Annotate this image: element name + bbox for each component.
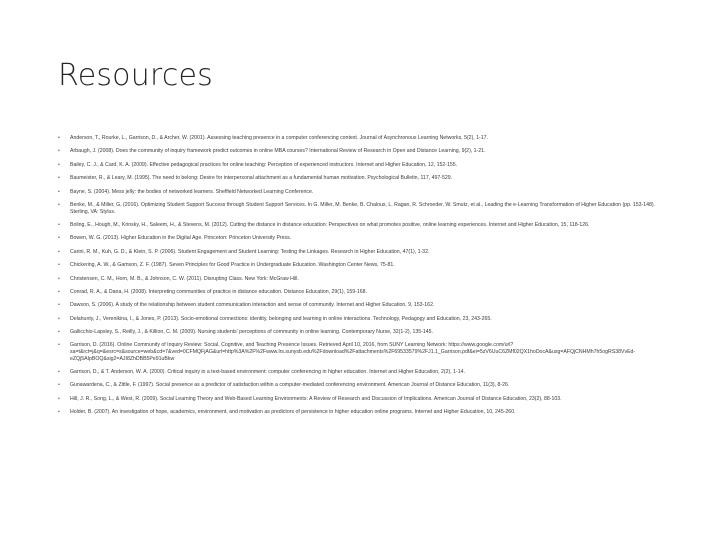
reference-item: • Christensen, C. M., Horn, M. B., & Johnson, C. W. (2011). Disrupting Class. New York: McGraw Hill. — [58, 276, 674, 283]
reference-item: • Arbaugh, J. (2008). Does the community of inquiry framework predict outcomes in online MBA courses? International Review of Research in Open and Distance Learning, 9(2), 1-21. — [58, 148, 674, 155]
reference-item: • Garrison, D. (2016). Online Community of Inquiry Review: Social, Cognitive, and Teaching Presence Issues. Retrieved April 10, 2016, from SUNY Learning Network: https://www.google.com/url?sa=t&rct=j&q=&esrc=s&source=web&cd=7&ved=0CFMQFjAG&url=http%3A%2F%2Fwww.lrs.sunysb.edu%2Fdownload%2Fattachments%2F69533579%2FJ1.1_Garrison.pdf&ei=5zV6UuC6ZMf02QX1hoDocA&usg=AFQjCNHMh7h5ogRS38VvEd-eZQj5AIpBOQ&sig2=AJI8ZhDBB5Pe91uBkw — [58, 342, 674, 362]
reference-item: • Hill, J. R., Song, L., & West, R. (2009). Social Learning Theory and Web-Based Learning Environments: A Review of Research and Discussion of Implications. American Journal of Distance Education, 23(2), 88-103. — [58, 396, 674, 403]
reference-item: • Chickering, A. W., & Gamson, Z. F. (1987). Seven Principles for Good Practice in Undergraduate Education. Washington Center News, 75-81. — [58, 262, 674, 269]
reference-item: • Boling, E., Hough, M., Krinsky, H., Saleem, H., & Stevens, M. (2012). Cutting the distance in distance education: Perspectives on what promotes positive, online learning experiences. Internet and Higher Education, 15, 118-126. — [58, 222, 674, 229]
reference-item: • Gunawardena, C., & Zittle, F. (1997). Social presence as a predictor of satisfaction within a computer-mediated conferencing environment. American Journal of Distance Education, 11(3), 8-26. — [58, 382, 674, 389]
reference-item: • Conrad, R. A., & Dana, H. (2008). Interpreting communities of practice in distance education. Distance Education, 29(1), 159-168. — [58, 289, 674, 296]
reference-item: • Baumeister, R., & Leary, M. (1995). The need to belong: Desire for interpersonal attachment as a fundamental human motivation. Psychological Bulletin, 117, 497-529. — [58, 175, 674, 182]
page-title: Resources — [58, 58, 214, 93]
reference-item: • Gallicchio-Lapsley, S., Reilly, J., & Killion, C. M. (2009). Nursing students' perceptions of community in online learning. Contemporary Nurse, 32(1-2), 135-145. — [58, 329, 674, 336]
reference-item: • Garrison, D., & T. Anderson, W. A. (2000). Critical inquiry in a text-based environment: computer conferencing in higher education. Internet and Higher Education, 2(2), 1-14. — [58, 369, 674, 376]
reference-item: • Bailey, C. J., & Card, K. A. (2009). Effective pedagogical practices for online teaching: Perception of experienced instructors. Internet and Higher Education, 12, 152-155. — [58, 162, 674, 169]
reference-item: • Benke, M., & Miller, G. (2016). Optimizing Student Support Success through Student Support Services. In G. Miller, M. Benke, B. Chaloux, L. Ragan, R. Schroeder, W. Smutz, et al., Leading the e-Learning Transformation of Higher Education (pp. 153-148). Sterling, VA: Stylus. — [58, 202, 674, 215]
reference-item: • Bowen, W. G. (2013). Higher Education in the Digital Age. Princeton: Princeton University Press. — [58, 235, 674, 242]
reference-item: • Dawson, S. (2006). A study of the relationship between student communication interaction and sense of community. Internet and Higher Education, 9, 153-162. — [58, 302, 674, 309]
reference-item: • Anderson, T., Rourke, L., Garrison, D., & Archer, W. (2001). Assessing teaching presence in a computer conferencing context. Journal of Asynchronous Learning Networks, 5(2), 1-17. — [58, 135, 674, 142]
reference-list — [58, 135, 674, 423]
reference-item: • Holder, B. (2007). An investigation of hope, academics, environment, and motivation as predictors of persistence in higher education online programs. Internet and Higher Education, 10, 245-260. — [58, 409, 674, 416]
reference-item: • Carini, R. M., Kuh, G. D., & Klein, S. P. (2006). Student Engagement and Student Learning: Testing the Linkages. Research in Higher Education, 47(1), 1-32. — [58, 249, 674, 256]
reference-item: • Delahunty, J., Verenikina, I., & Jones, P. (2013). Socio-emotional connections: identity, belonging and learning in online interactions. Technology, Pedagogy and Education, 23, 243-265. — [58, 316, 674, 323]
reference-item: • Bayne, S. (2004). Mess jelly: the bodies of networked learners. Sheffield Networked Learning Conference. — [58, 189, 674, 196]
